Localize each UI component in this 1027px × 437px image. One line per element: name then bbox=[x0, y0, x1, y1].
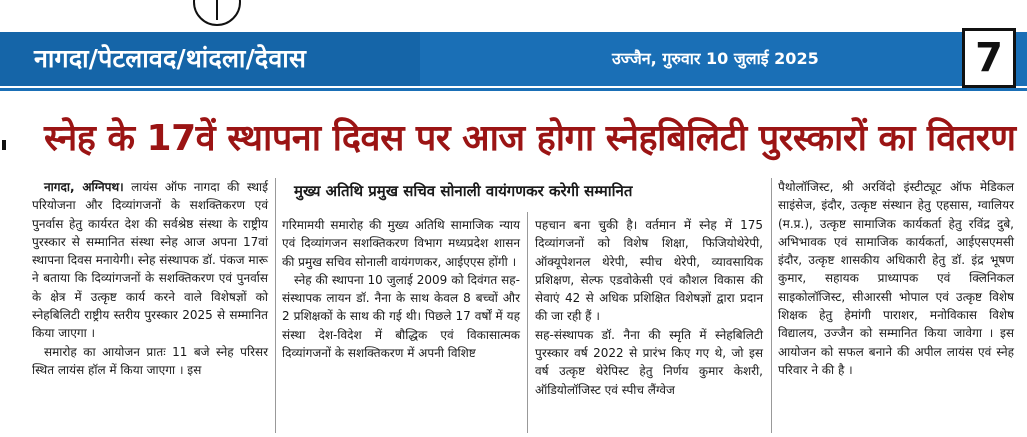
article-subheadline: मुख्य अतिथि प्रमुख सचिव सोनाली वायंगणकर करेगी सम्मानित bbox=[294, 182, 633, 200]
paragraph: पहचान बना चुकी है। वर्तमान में स्नेह में 175 दिव्यांगजनों को विशेष शिक्षा, फिजियोथेरेपी, ऑक्यूपेशनल थेरेपी, स्पीच थेरेपी, व्यावसायिक प्रशिक्षण, सेल्फ एडवोकेसी एवं कौशल विकास की सेवाएं 42 से अधिक प्रशिक्षित विशेषज्ञों द्वारा प्रदान की जा रही हैं । bbox=[535, 218, 763, 324]
paragraph: गरिमामयी समारोह की मुख्य अतिथि सामाजिक न्याय एवं दिव्यांगजन सशक्तिकरण विभाग मध्यप्रदेश शासन की प्रमुख सचिव सोनाली वायंगणकर, आईएएस होंगी । bbox=[282, 218, 520, 269]
article-dateline: नागदा, अग्निपथ। bbox=[44, 180, 124, 194]
paragraph: समारोह का आयोजन प्रातः 11 बजे स्नेह परिसर स्थित लायंस हॉल में किया जाएगा । इस bbox=[32, 344, 268, 377]
column-divider bbox=[275, 178, 276, 433]
article-headline: स्नेह के 17वें स्थापना दिवस पर आज होगा स्नेहबिलिटी पुरस्कारों का वितरण bbox=[44, 118, 1016, 159]
paragraph: स्नेह की स्थापना 10 जुलाई 2009 को दिवंगत सह-संस्थापक लायन डॉ. नैना के साथ केवल 8 बच्चों और 2 प्रशिक्षकों के साथ की गई थी। पिछले 17 वर्षों में यह संस्था देश-विदेश में बौद्धिक एवं विकासात्मक दिव्यांगजनों के सशक्तिकरण में अपनी विशिष्ट bbox=[282, 272, 520, 361]
column-marker bbox=[2, 140, 6, 150]
paragraph: सह-संस्थापक डॉ. नैना की स्मृति में स्नेहबिलिटी पुरस्कार वर्ष 2022 से प्रारंभ किए गए थे, जो इस वर्ष उत्कृष्ट थेरेपिस्ट हेतु निर्णय कुमार केशरी, ऑडियोलॉजिस्ट एवं स्पीच लैंग्वेज bbox=[535, 327, 763, 397]
article-column-3 bbox=[535, 216, 763, 399]
header-rule bbox=[0, 88, 1027, 91]
paragraph-text: लायंस ऑफ नागदा की स्थाई परियोजना और दिव्यांगजनों के सशक्तिकरण एवं पुनर्वास हेतु कार्यरत देश की सर्वश्रेष्ठ संस्था के राष्ट्रीय पुरस्कार से सम्मानित संस्था स्नेह आज अपना 17वां स्थापना दिवस मनायेगी। स्नेह संस्थापक डॉ. पंकज मारू ने बताया कि दिव्यांगजनों के सशक्तिकरण एवं पुनर्वास के क्षेत्र में उत्कृष्ट कार्य करने वाले विशेषज्ञों को स्नेहबिलिटी राष्ट्रीय स्तरीय पुरस्कार 2025 से सम्मानित किया जाएगा । bbox=[32, 180, 268, 341]
page-number: 7 bbox=[962, 28, 1016, 88]
paragraph: पैथोलॉजिस्ट, श्री अरविंदो इंस्टीट्यूट ऑफ मेडिकल साइंसेज, इंदौर, उत्कृष्ट संस्थान हेतु एहसास, ग्वालियर (म.प्र.), उत्कृष्ट सामाजिक कार्यकर्ता हेतु रविंद्र दुबे, अभिभावक एवं सामाजिक कार्यकर्ता, आईएसएमसी इंदौर, उत्कृष्ट शासकीय अधिकारी हेतु डॉ. इंद्र भूषण कुमार, सहायक प्राध्यापक एवं क्लिनिकल साइकोलॉजिस्ट, सीआरसी भोपाल एवं उत्कृष्ट विशेष शिक्षक हेतु हेमांगी पाराशर, मनोविकास विशेष विद्यालय, उज्जैन को सम्मानित किया जावेगा । इस आयोजन को सफल बनाने की अपील लायंस एवं स्नेह परिवार ने की है । bbox=[778, 180, 1014, 377]
section-title: नागदा/पेटलावद/थांदला/देवास bbox=[34, 44, 307, 73]
article-column-4 bbox=[778, 178, 1014, 379]
edition-dateline: उज्जैन, गुरुवार 10 जुलाई 2025 bbox=[612, 49, 819, 68]
column-divider bbox=[771, 178, 772, 433]
article-column-1 bbox=[32, 178, 268, 379]
column-divider bbox=[527, 212, 528, 433]
article-column-2 bbox=[282, 216, 520, 362]
page-register-line bbox=[216, 0, 218, 20]
paragraph bbox=[32, 178, 268, 343]
page-header-banner bbox=[0, 32, 1027, 86]
